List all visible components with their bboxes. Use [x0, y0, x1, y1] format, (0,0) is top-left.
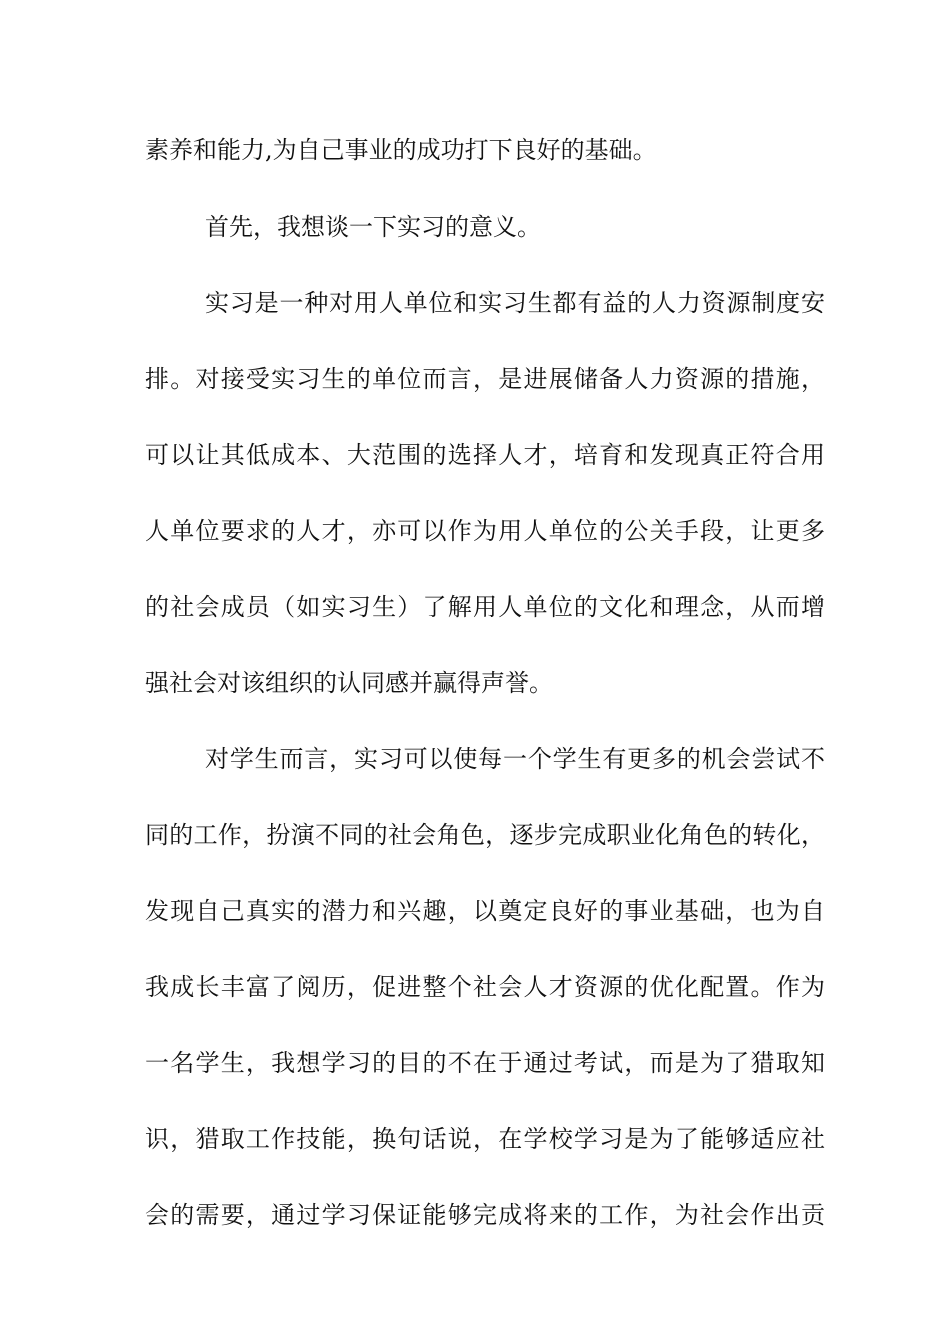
- text-line: 的社会成员（如实习生）了解用人单位的文化和理念，从而增: [145, 593, 825, 621]
- text-line: 强社会对该组织的认同感并赢得声誉。: [145, 669, 553, 697]
- text-line: 素养和能力,为自己事业的成功打下良好的基础。: [145, 136, 657, 164]
- text-line: 我成长丰富了阅历，促进整个社会人才资源的优化配置。作为: [145, 973, 825, 1001]
- text-line: 对学生而言，实习可以使每一个学生有更多的机会尝试不: [205, 745, 825, 773]
- text-line: 发现自己真实的潜力和兴趣，以奠定良好的事业基础，也为自: [145, 897, 825, 925]
- text-line: 人单位要求的人才，亦可以作为用人单位的公关手段，让更多: [145, 517, 825, 545]
- text-line: 实习是一种对用人单位和实习生都有益的人力资源制度安: [205, 289, 825, 317]
- text-line: 会的需要，通过学习保证能够完成将来的工作，为社会作出贡: [145, 1201, 825, 1229]
- text-line: 排。对接受实习生的单位而言，是进展储备人力资源的措施，: [145, 365, 825, 393]
- text-line: 同的工作，扮演不同的社会角色，逐步完成职业化角色的转化，: [145, 821, 825, 849]
- text-line: 一名学生，我想学习的目的不在于通过考试，而是为了猎取知: [145, 1049, 825, 1077]
- text-line: 识，猎取工作技能，换句话说，在学校学习是为了能够适应社: [145, 1125, 825, 1153]
- text-line: 首先，我想谈一下实习的意义。: [205, 213, 541, 241]
- text-line: 可以让其低成本、大范围的选择人才，培育和发现真正符合用: [145, 441, 825, 469]
